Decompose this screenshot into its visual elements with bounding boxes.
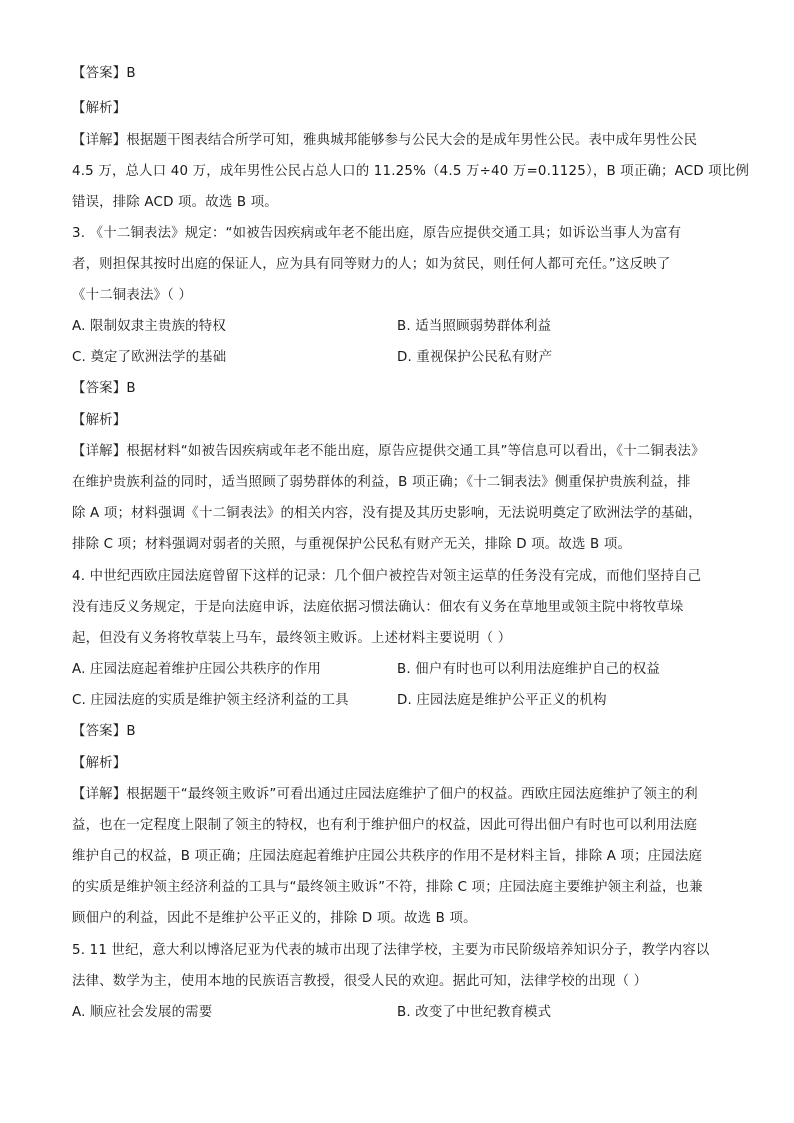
q3-stem-line: 者，则担保其按时出庭的保证人，应为具有同等财力的人；如为贫民，则任何人都可充任。”这反映了 — [72, 257, 671, 272]
q4-detail-line: 顾佃户的利益，因此不是维护公平正义的，排除 D 项。故选 B 项。 — [72, 911, 477, 926]
q5-option-a: A. 顺应社会发展的需要 — [72, 1005, 213, 1020]
q4-stem-line: 4. 中世纪西欧庄园法庭曾留下这样的记录：几个佃户被控告对领主运草的任务没有完成，而他们坚持自己 — [72, 569, 702, 584]
q2-analysis-heading: 【解析】 — [72, 101, 127, 116]
q3-option-c: C. 奠定了欧洲法学的基础 — [72, 350, 227, 365]
q3-analysis-heading: 【解析】 — [72, 413, 127, 428]
q4-option-d: D. 庄园法庭是维护公平正义的机构 — [397, 693, 607, 708]
q3-stem-line: 《十二铜表法》（ ） — [72, 288, 193, 303]
q4-detail-line: 【详解】根据题干“最终领主败诉”可看出通过庄园法庭维护了佃户的权益。西欧庄园法庭维护了领主的利 — [72, 787, 698, 802]
q4-option-b: B. 佃户有时也可以利用法庭维护自己的权益 — [397, 662, 660, 677]
q4-detail-line: 维护自己的权益，B 项正确；庄园法庭起着维护庄园公共秩序的作用不是材料主旨，排除 A 项；庄园法庭 — [72, 849, 703, 864]
q4-option-a: A. 庄园法庭起着维护庄园公共秩序的作用 — [72, 662, 322, 677]
q2-detail-line: 4.5 万，总人口 40 万，成年男性公民占总人口的 11.25%（4.5 万÷40 万=0.1125），B 项正确；ACD 项比例 — [72, 164, 750, 179]
q5-stem-line: 法律、数学为主，使用本地的民族语言教授，很受人民的欢迎。据此可知，法律学校的出现（ ） — [72, 974, 648, 989]
q3-detail-line: 在维护贵族利益的同时，适当照顾了弱势群体的利益，B 项正确；《十二铜表法》侧重保护贵族利益，排 — [72, 475, 691, 490]
q2-answer: 【答案】B — [72, 66, 136, 81]
q2-detail-line: 【详解】根据题干图表结合所学可知，雅典城邦能够参与公民大会的是成年男性公民。表中成年男性公民 — [72, 133, 698, 148]
q4-option-c: C. 庄园法庭的实质是维护领主经济利益的工具 — [72, 693, 349, 708]
q3-option-b: B. 适当照顾弱势群体利益 — [397, 319, 552, 334]
q3-option-d: D. 重视保护公民私有财产 — [397, 350, 553, 365]
q2-detail-line: 错误，排除 ACD 项。故选 B 项。 — [72, 195, 278, 210]
q5-option-b: B. 改变了中世纪教育模式 — [397, 1005, 552, 1020]
q3-detail-line: 【详解】根据材料“如被告因疾病或年老不能出庭，原告应提供交通工具”等信息可以看出，《十二铜表法》 — [72, 444, 705, 459]
q3-answer: 【答案】B — [72, 381, 136, 396]
q3-option-a: A. 限制奴隶主贵族的特权 — [72, 319, 226, 334]
q4-detail-line: 的实质是维护领主经济利益的工具与“最终领主败诉”不符，排除 C 项；庄园法庭主要维护领主利益，也兼 — [72, 880, 703, 895]
q3-detail-line: 排除 C 项；材料强调对弱者的关照，与重视保护公民私有财产无关，排除 D 项。故选 B 项。 — [72, 537, 632, 552]
q4-stem-line: 起，但没有义务将牧草装上马车，最终领主败诉。上述材料主要说明（ ） — [72, 631, 512, 646]
q4-detail-line: 益，也在一定程度上限制了领主的特权，也有利于维护佃户的权益，因此可得出佃户有时也可以利用法庭 — [72, 818, 698, 833]
q5-stem-line: 5. 11 世纪，意大利以博洛尼亚为代表的城市出现了法律学校，主要为市民阶级培养知识分子，教学内容以 — [72, 943, 710, 958]
q4-answer: 【答案】B — [72, 724, 136, 739]
q4-stem-line: 没有违反义务规定，于是向法庭申诉，法庭依据习惯法确认：佃农有义务在草地里或领主院中将牧草垛 — [72, 600, 684, 615]
q4-analysis-heading: 【解析】 — [72, 756, 127, 771]
q3-detail-line: 除 A 项；材料强调《十二铜表法》的相关内容，没有提及其历史影响，无法说明奠定了欧洲法学的基础， — [72, 506, 702, 521]
q3-stem-line: 3. 《十二铜表法》规定：“如被告因疾病或年老不能出庭，原告应提供交通工具；如诉讼当事人为富有 — [72, 226, 682, 241]
